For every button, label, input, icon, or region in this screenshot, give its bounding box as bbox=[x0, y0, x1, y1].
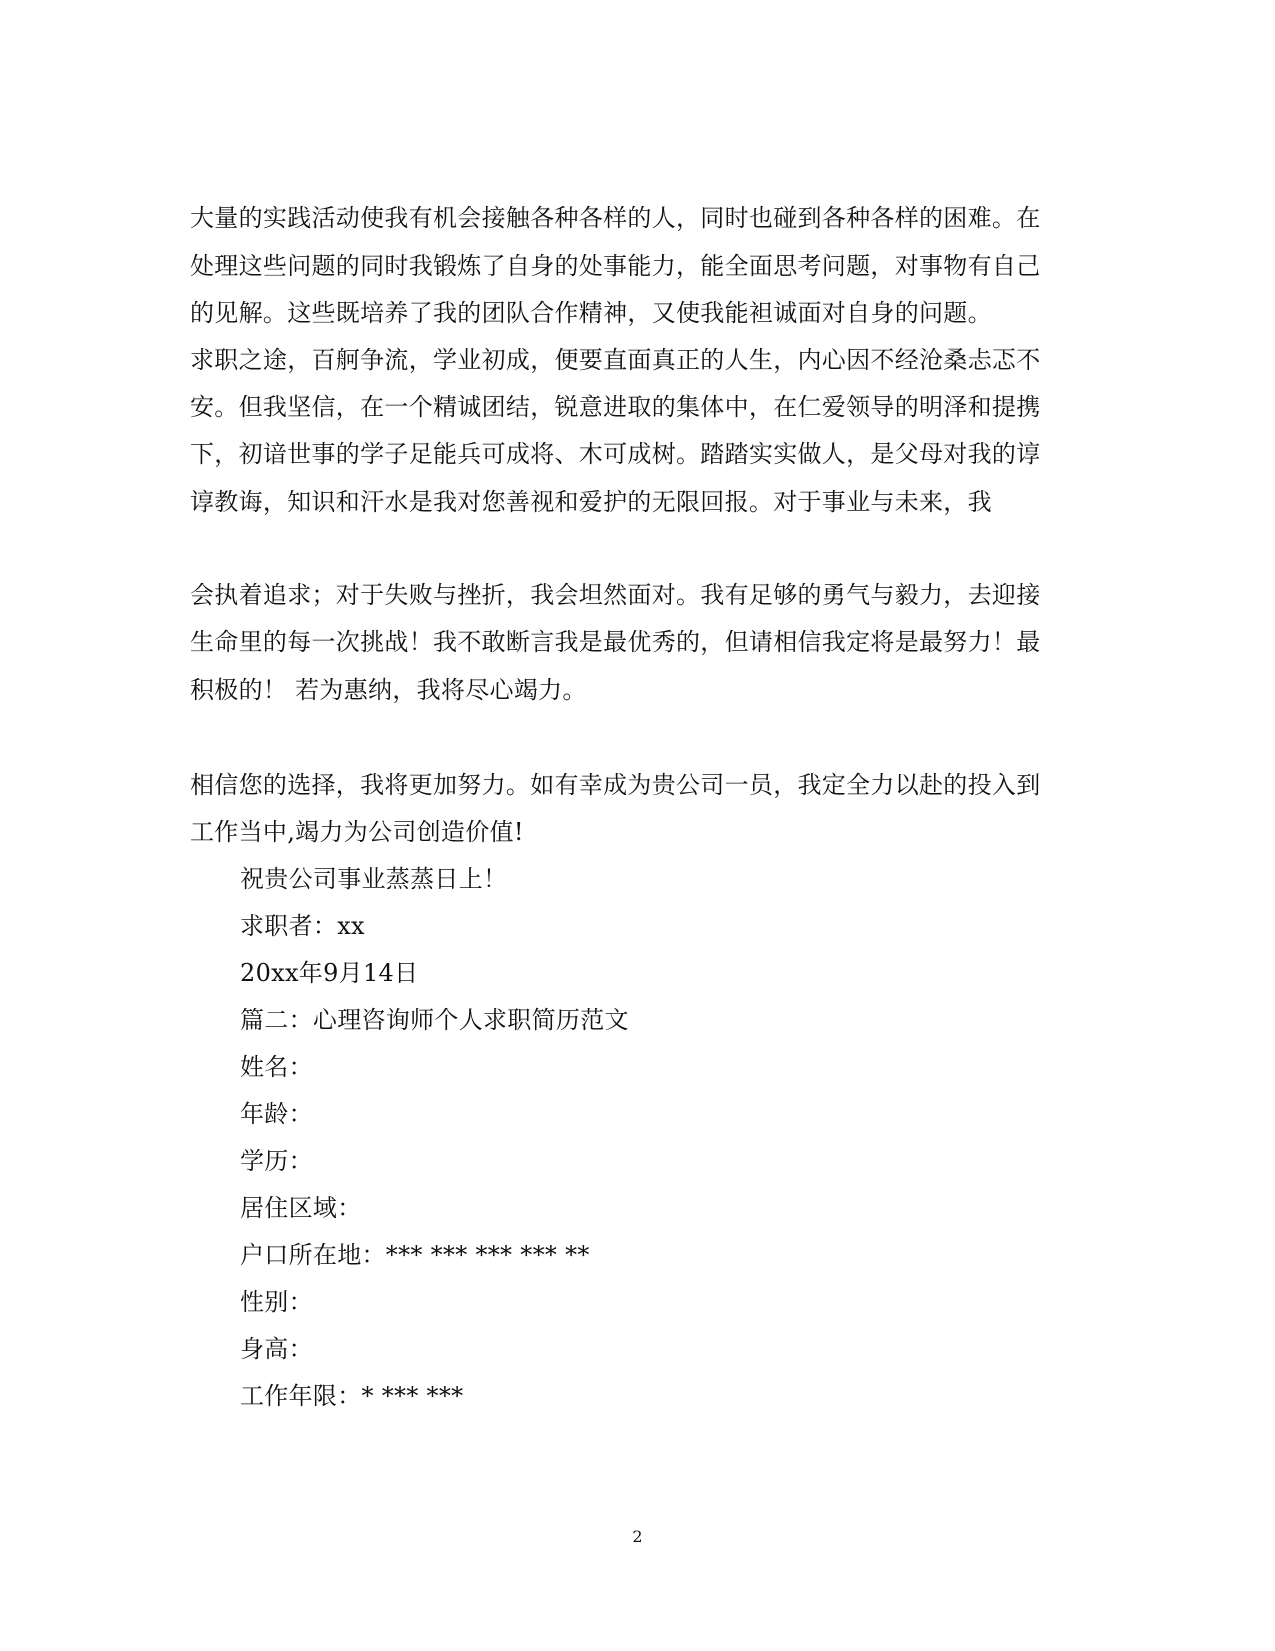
closing-date: 20xx年9月14日 bbox=[240, 959, 419, 987]
field-gender: 性别： bbox=[240, 1288, 313, 1316]
paragraph-1-line-3: 的见解。这些既培养了我的团队合作精神，又使我能袒诚面对自身的问题。 bbox=[190, 299, 992, 327]
field-education: 学历： bbox=[240, 1147, 313, 1175]
field-household-registration: 户口所在地：*** *** *** *** ** bbox=[240, 1241, 590, 1269]
field-name: 姓名： bbox=[240, 1053, 313, 1081]
field-age: 年龄： bbox=[240, 1100, 313, 1128]
closing-applicant: 求职者：xx bbox=[240, 912, 365, 940]
field-residence: 居住区域： bbox=[240, 1194, 362, 1222]
paragraph-2-line-2: 安。但我坚信，在一个精诚团结，锐意进取的集体中，在仁爱领导的明泽和提携 bbox=[190, 393, 1041, 421]
field-height: 身高： bbox=[240, 1335, 313, 1363]
paragraph-2-line-4: 谆教诲，知识和汗水是我对您善视和爱护的无限回报。对于事业与未来，我 bbox=[190, 488, 992, 516]
paragraph-1-line-1: 大量的实践活动使我有机会接触各种各样的人，同时也碰到各种各样的困难。在 bbox=[190, 204, 1041, 232]
field-work-years: 工作年限：* *** *** bbox=[240, 1382, 464, 1410]
closing-wish: 祝贵公司事业蒸蒸日上！ bbox=[240, 865, 508, 893]
paragraph-2-line-3: 下，初谙世事的学子足能兵可成将、木可成树。踏踏实实做人，是父母对我的谆 bbox=[190, 440, 1041, 468]
paragraph-3-line-2: 生命里的每一次挑战！我不敢断言我是最优秀的，但请相信我定将是最努力！最 bbox=[190, 628, 1041, 656]
paragraph-3-line-1: 会执着追求；对于失败与挫折，我会坦然面对。我有足够的勇气与毅力，去迎接 bbox=[190, 581, 1041, 609]
paragraph-1-line-2: 处理这些问题的同时我锻炼了自身的处事能力，能全面思考问题，对事物有自己 bbox=[190, 252, 1041, 280]
paragraph-4-line-2: 工作当中,竭力为公司创造价值! bbox=[190, 818, 524, 846]
paragraph-4-line-1: 相信您的选择，我将更加努力。如有幸成为贵公司一员，我定全力以赴的投入到 bbox=[190, 771, 1041, 799]
paragraph-2-line-1: 求职之途，百舸争流，学业初成，便要直面真正的人生，内心因不经沧桑忐忑不 bbox=[190, 346, 1041, 374]
page-number: 2 bbox=[632, 1527, 643, 1546]
paragraph-3-line-3: 积极的！ 若为惠纳，我将尽心竭力。 bbox=[190, 676, 587, 704]
section-title: 篇二：心理咨询师个人求职简历范文 bbox=[240, 1006, 629, 1034]
